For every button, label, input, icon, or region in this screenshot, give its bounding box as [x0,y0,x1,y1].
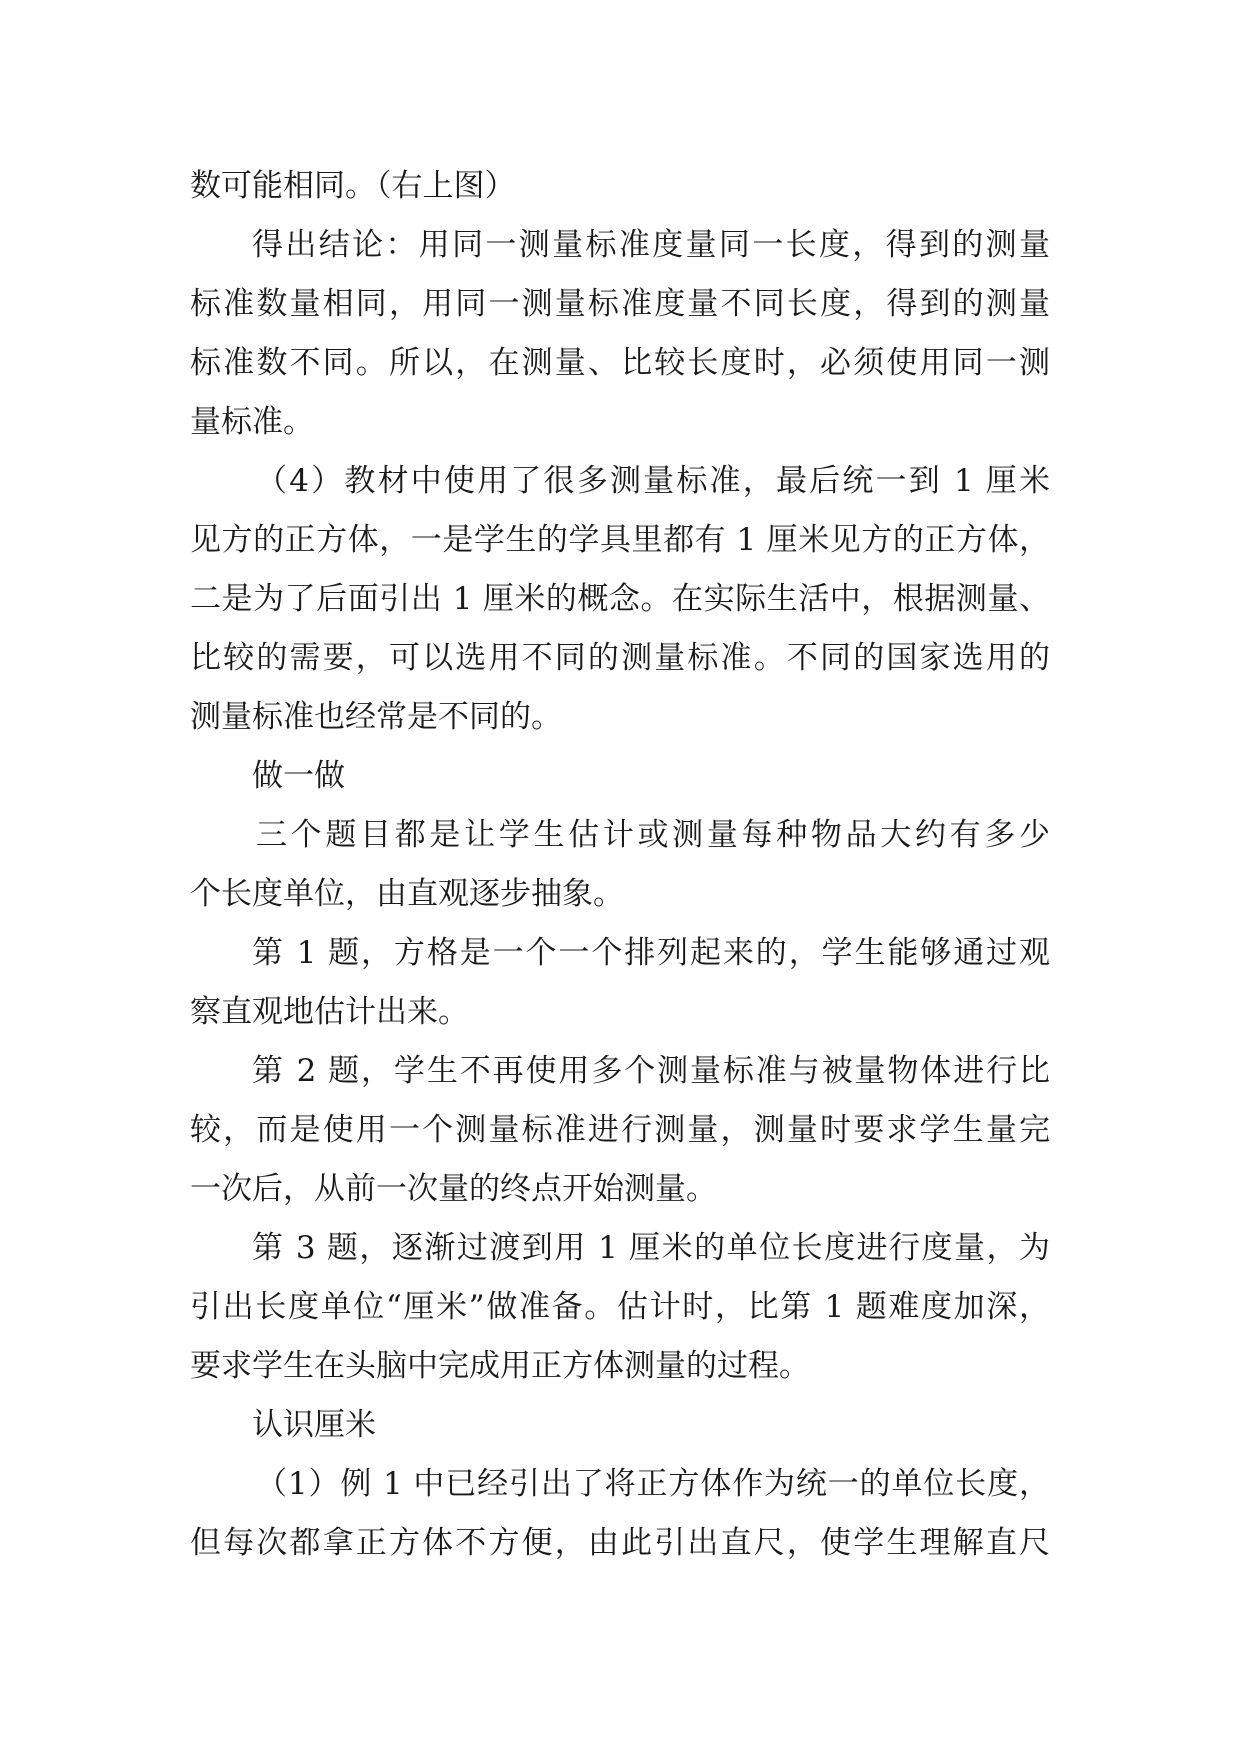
text-line: 量标准。 [190,404,314,440]
text-line: 标准数不同。所以，在测量、比较长度时，必须使用同一测 [190,345,1050,381]
text-line: 察直观地估计出来。 [190,994,469,1030]
document-body [190,157,1050,1573]
text-line: 第 1 题，方格是一个一个排列起来的，学生能够通过观 [252,935,1050,971]
text-line: 要求学生在头脑中完成用正方体测量的过程。 [190,1348,810,1384]
text-line: 第 2 题，学生不再使用多个测量标准与被量物体进行比 [252,1053,1050,1089]
text-line: 见方的正方体，一是学生的学具里都有 1 厘米见方的正方体， [190,522,1050,558]
text-line: 比较的需要，可以选用不同的测量标准。不同的国家选用的 [190,640,1050,676]
text-line: 个长度单位，由直观逐步抽象。 [190,876,624,912]
text-line: 较，而是使用一个测量标准进行测量，测量时要求学生量完 [190,1112,1050,1148]
text-line: 标准数量相同，用同一测量标准度量不同长度，得到的测量 [190,286,1050,322]
text-line: 二是为了后面引出 1 厘米的概念。在实际生活中，根据测量、 [190,581,1050,617]
text-line: 数可能相同。（右上图） [190,168,516,204]
text-line: 一次后，从前一次量的终点开始测量。 [190,1171,717,1207]
text-line: 测量标准也经常是不同的。 [190,699,562,735]
text-line: 三个题目都是让学生估计或测量每种物品大约有多少 [256,817,1050,853]
text-line: （4）教材中使用了很多测量标准，最后统一到 1 厘米 [256,463,1050,499]
text-line: 引出长度单位“厘米”做准备。估计时，比第 1 题难度加深， [190,1289,1050,1325]
text-line: （1）例 1 中已经引出了将正方体作为统一的单位长度， [256,1466,1050,1502]
text-line: 第 3 题，逐渐过渡到用 1 厘米的单位长度进行度量，为 [252,1230,1050,1266]
section-heading: 做一做 [252,758,345,794]
text-line: 但每次都拿正方体不方便，由此引出直尺，使学生理解直尺 [190,1525,1050,1561]
text-line: 得出结论：用同一测量标准度量同一长度，得到的测量 [252,227,1050,263]
section-heading: 认识厘米 [252,1407,376,1443]
